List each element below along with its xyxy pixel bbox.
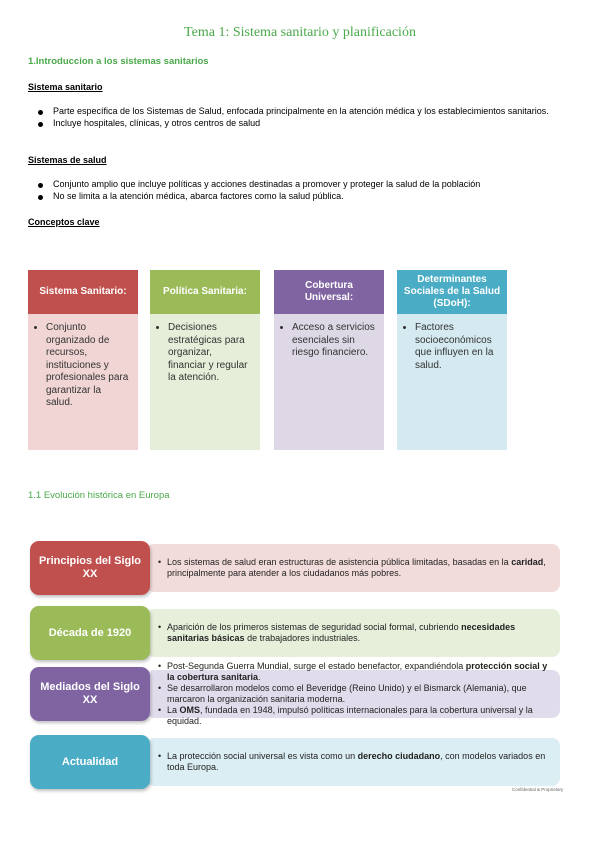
subheading-sistemas-de-salud: Sistemas de salud [28, 155, 107, 165]
concept-card [28, 270, 138, 450]
concept-card-title: Política Sanitaria: [150, 270, 260, 314]
concept-card-text: • Conjunto organizado de recursos, instituciones y profesionales para garantizar la salud. [46, 322, 130, 410]
timeline-item-bold: necesidades sanitarias básicas [167, 622, 516, 643]
list-item: Conjunto amplio que incluye políticas y acciones destinadas a promover y proteger la salud de la población [36, 179, 566, 191]
concept-card-title: Determinantes Sociales de la Salud (SDoH): [397, 270, 507, 314]
concept-card-text: • Decisiones estratégicas para organizar, financiar y regular la atención. [168, 322, 252, 385]
timeline-item-pre: La [167, 705, 180, 715]
page-title: Tema 1: Sistema sanitario y planificación [184, 25, 416, 40]
timeline-item-post: . [258, 672, 261, 682]
subheading-sistema-sanitario: Sistema sanitario [28, 82, 103, 92]
timeline-row-text [158, 661, 556, 726]
concept-card [397, 270, 507, 450]
timeline-item [158, 683, 556, 705]
timeline-item-post: , principalmente para atender a los ciudadanos más pobres. [167, 557, 546, 578]
timeline-item-post: , fundada en 1948, impulsó políticas internacionales para la cobertura universal y la equidad. [167, 705, 533, 726]
timeline-period-label: Principios del Siglo XX [30, 541, 150, 595]
sistemas-de-salud-list [36, 179, 566, 202]
concept-card [150, 270, 260, 450]
timeline-item-pre: Post-Segunda Guerra Mundial, surge el estado benefactor, expandiéndola [167, 661, 466, 671]
section-heading-evolucion: 1.1 Evolución histórica en Europa [28, 490, 170, 501]
timeline-period-label: Mediados del Siglo XX [30, 667, 150, 721]
timeline-item-bold: protección social y la cobertura sanitaria [167, 661, 548, 682]
timeline-item-post: , con modelos variados en toda Europa. [167, 751, 546, 772]
subheading-conceptos-clave: Conceptos clave [28, 217, 100, 227]
timeline-item-post: de trabajadores industriales. [244, 633, 361, 643]
sistema-sanitario-list [36, 106, 556, 129]
timeline-item-bold: derecho ciudadano [357, 751, 441, 761]
timeline-item [158, 751, 556, 773]
timeline-item-bold: caridad [511, 557, 544, 567]
section-heading-intro: 1.Introduccion a los sistemas sanitarios [28, 56, 209, 67]
timeline-item-pre: Se desarrollaron modelos como el Beveridge (Reino Unido) y el Bismarck (Alemania), que marcaron la organización sanitaria moderna. [167, 683, 527, 704]
concept-card-text: • Factores socioeconómicos que influyen en la salud. [415, 322, 499, 372]
timeline-item [158, 557, 556, 579]
concept-card-title: Sistema Sanitario: [28, 270, 138, 314]
list-item: Parte específica de los Sistemas de Salud, enfocada principalmente en la atención médica y los establecimientos sanitarios. [36, 106, 556, 118]
timeline-item [158, 622, 556, 644]
timeline-item-pre: La protección social universal es vista como un [167, 751, 358, 761]
timeline-row-text [158, 544, 556, 592]
timeline-row [28, 605, 562, 661]
timeline-item [158, 705, 556, 727]
timeline-row-text [158, 609, 556, 657]
footnote: Confidential & Proprietary [512, 787, 564, 792]
timeline-row [28, 661, 562, 726]
timeline-item-bold: OMS [179, 705, 201, 715]
concept-card-title: Cobertura Universal: [274, 270, 384, 314]
concept-card [274, 270, 384, 450]
timeline-period-label: Década de 1920 [30, 606, 150, 660]
list-item: No se limita a la atención médica, abarca factores como la salud pública. [36, 191, 566, 203]
timeline-item-pre: Los sistemas de salud eran estructuras de asistencia pública limitadas, basadas en la [167, 557, 512, 567]
list-item: Incluye hospitales, clínicas, y otros centros de salud [36, 118, 556, 130]
timeline-row-text [158, 738, 556, 786]
timeline-item [158, 661, 556, 683]
timeline-row [28, 734, 562, 790]
timeline-period-label: Actualidad [30, 735, 150, 789]
concept-card-text: • Acceso a servicios esenciales sin riesgo financiero. [292, 322, 376, 360]
timeline-item-pre: Aparición de los primeros sistemas de seguridad social formal, cubriendo [167, 622, 462, 632]
timeline-row [28, 540, 562, 596]
